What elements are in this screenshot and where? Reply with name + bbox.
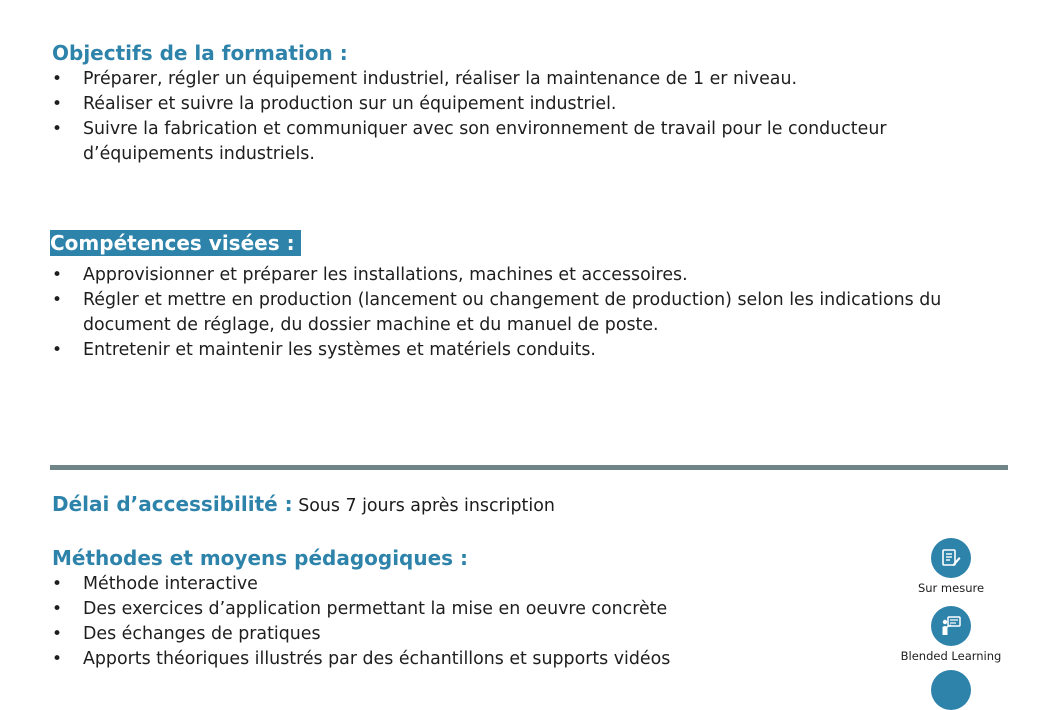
accessibilite-label: Délai d’accessibilité : — [52, 492, 293, 516]
badge-caption: Sur mesure — [917, 581, 985, 595]
competences-list — [50, 263, 1010, 363]
list-item: • Entretenir et maintenir les systèmes et matériels conduits. — [50, 338, 1010, 363]
objectifs-heading: Objectifs de la formation : — [52, 41, 348, 65]
list-item: • Régler et mettre en production (lancement ou changement de production) selon les indications du document de réglage, du dossier machine et du manuel de poste. — [50, 288, 1010, 338]
accessibilite-line — [52, 492, 555, 518]
badge-icon-partial — [931, 670, 971, 710]
methodes-heading: Méthodes et moyens pédagogiques : — [52, 546, 469, 570]
methodes-list — [50, 572, 870, 672]
badge-blended-learning — [886, 606, 1016, 663]
badge-sur-mesure — [886, 538, 1016, 595]
person-whiteboard-icon — [931, 606, 971, 646]
objectifs-list — [50, 67, 980, 167]
badge-caption: Blended Learning — [900, 649, 1002, 663]
document-pen-icon — [931, 538, 971, 578]
list-item: • Des échanges de pratiques — [50, 622, 870, 647]
list-item: • Préparer, régler un équipement industriel, réaliser la maintenance de 1 er niveau. — [50, 67, 980, 92]
accessibilite-value: Sous 7 jours après inscription — [298, 496, 555, 516]
list-item: • Apports théoriques illustrés par des échantillons et supports vidéos — [50, 647, 870, 672]
list-item: • Des exercices d’application permettant la mise en oeuvre concrète — [50, 597, 870, 622]
competences-heading: Compétences visées : — [50, 230, 301, 256]
list-item: • Approvisionner et préparer les installations, machines et accessoires. — [50, 263, 1010, 288]
section-divider — [50, 465, 1008, 470]
list-item: • Méthode interactive — [50, 572, 870, 597]
list-item: • Réaliser et suivre la production sur un équipement industriel. — [50, 92, 980, 117]
list-item: • Suivre la fabrication et communiquer avec son environnement de travail pour le conducteur d’équipements industriels. — [50, 117, 980, 167]
